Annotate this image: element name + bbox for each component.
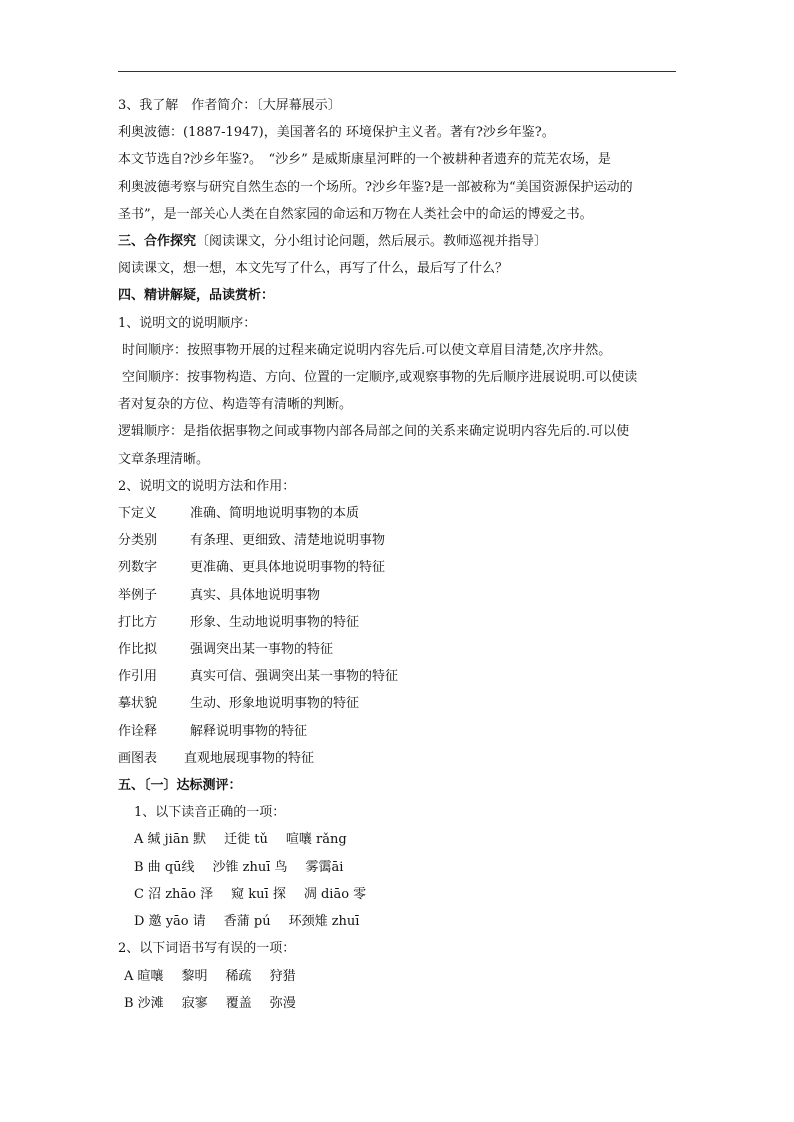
order-title: 1、说明文的说明顺序： bbox=[118, 315, 257, 331]
header-rule bbox=[118, 71, 676, 72]
method-desc: 强调突出某一事物的特征 bbox=[190, 642, 334, 658]
explain-heading: 四、精讲解疑，品读赏析： bbox=[118, 288, 275, 304]
method-desc: 真实、具体地说明事物 bbox=[190, 587, 321, 603]
cooperate-note: 〔阅读课文，分小组讨论问题，然后展示。教师巡视并指导〕 bbox=[196, 234, 548, 250]
q2-option-a bbox=[118, 963, 678, 990]
option-part: 迁徙 tǔ bbox=[224, 832, 268, 848]
option-part: 弥漫 bbox=[269, 995, 296, 1011]
option-part: B 曲 qū线 bbox=[134, 859, 195, 875]
q1-option-a bbox=[118, 826, 678, 853]
option-part: A 缄 jiān 默 bbox=[134, 832, 207, 848]
methods-list bbox=[118, 500, 678, 772]
method-row bbox=[118, 500, 678, 527]
method-term: 作比拟 bbox=[118, 642, 158, 658]
test-heading: 五、〔一〕达标测评： bbox=[118, 778, 242, 794]
option-part: 雾霭āi bbox=[305, 859, 344, 875]
method-row bbox=[118, 636, 678, 663]
methods-title: 2、说明文的说明方法和作用： bbox=[118, 478, 296, 494]
method-desc: 解释说明事物的特征 bbox=[190, 723, 308, 739]
option-part: 黎明 bbox=[181, 968, 208, 984]
option-part: D 邀 yāo 请 bbox=[134, 914, 206, 930]
method-term: 摹状貌 bbox=[118, 696, 158, 712]
method-row bbox=[118, 663, 678, 690]
question-2: 2、以下词语书写有误的一项： bbox=[118, 941, 296, 957]
method-desc: 有条理、更细致、清楚地说明事物 bbox=[190, 533, 386, 549]
option-part: 凋 diāo 零 bbox=[303, 886, 367, 902]
question-1: 1、以下读音正确的一项： bbox=[134, 805, 286, 821]
method-desc: 真实可信、强调突出某一事物的特征 bbox=[190, 669, 399, 685]
option-part: C 沼 zhāo 泽 bbox=[134, 886, 214, 902]
source-line-2: 利奥波德考察与研究自然生态的一个场所。?沙乡年鉴?是一部被称为“美国资源保护运动的 bbox=[118, 179, 633, 195]
logic-order-line-2: 文章条理清晰。 bbox=[118, 451, 210, 467]
method-term: 画图表 bbox=[118, 750, 158, 766]
option-part: 稀疏 bbox=[225, 968, 252, 984]
method-desc: 形象、生动地说明事物的特征 bbox=[190, 614, 360, 630]
method-term: 列数字 bbox=[118, 560, 158, 576]
method-desc: 直观地展现事物的特征 bbox=[184, 750, 315, 766]
option-part: A 暄嚷 bbox=[124, 968, 164, 984]
option-part: B 沙滩 bbox=[124, 995, 164, 1011]
option-part: 狩猎 bbox=[269, 968, 296, 984]
cooperate-section bbox=[118, 228, 678, 255]
method-row bbox=[118, 690, 678, 717]
method-row bbox=[118, 554, 678, 581]
method-row bbox=[118, 527, 678, 554]
method-row bbox=[118, 718, 678, 745]
document-body bbox=[118, 92, 678, 1017]
method-term: 作引用 bbox=[118, 669, 158, 685]
option-part: 覆盖 bbox=[225, 995, 252, 1011]
method-term: 分类别 bbox=[118, 533, 158, 549]
option-part: 香蒲 pú bbox=[223, 914, 271, 930]
cooperate-question: 阅读课文，想一想，本文先写了什么，再写了什么，最后写了什么？ bbox=[118, 261, 509, 277]
q1-option-c bbox=[118, 881, 678, 908]
option-part: 喧嚷 rǎng bbox=[285, 832, 347, 848]
method-desc: 生动、形象地说明事物的特征 bbox=[190, 696, 360, 712]
method-row bbox=[118, 609, 678, 636]
cooperate-heading: 三、合作探究 bbox=[118, 234, 197, 250]
q1-option-b bbox=[118, 854, 678, 881]
method-row bbox=[118, 745, 678, 772]
section-3-title: 3、我了解 作者简介：〔大屏幕展示〕 bbox=[118, 98, 341, 113]
option-part: 寂寥 bbox=[181, 995, 208, 1011]
method-term: 下定义 bbox=[118, 506, 158, 522]
method-desc: 更准确、更具体地说明事物的特征 bbox=[190, 560, 386, 576]
method-term: 打比方 bbox=[118, 614, 158, 630]
method-row bbox=[118, 582, 678, 609]
q2-option-b bbox=[118, 990, 678, 1017]
logic-order-line-1: 逻辑顺序：是指依据事物之间或事物内部各局部之间的关系来确定说明内容先后的.可以使 bbox=[118, 424, 630, 440]
author-intro: 利奥波德：(1887-1947)，美国著名的 环境保护主义者。著有?沙乡年鉴?。 bbox=[118, 125, 555, 141]
source-line-1: 本文节选自?沙乡年鉴?。 “沙乡” 是威斯康星河畔的一个被耕种者遗弃的荒芜农场，是 bbox=[118, 152, 611, 168]
space-order-line-2: 者对复杂的方位、构造等有清晰的判断。 bbox=[118, 397, 353, 413]
space-order-line-1: 空间顺序：按事物构造、方向、位置的一定顺序,或观察事物的先后顺序进展说明.可以使读 bbox=[122, 370, 638, 386]
method-term: 作诠释 bbox=[118, 723, 158, 739]
method-desc: 准确、简明地说明事物的本质 bbox=[190, 506, 360, 522]
option-part: 沙锥 zhuī 鸟 bbox=[212, 859, 288, 875]
q1-option-d bbox=[118, 908, 678, 935]
time-order: 时间顺序：按照事物开展的过程来确定说明内容先后.可以使文章眉目清楚,次序井然。 bbox=[122, 342, 612, 358]
method-term: 举例子 bbox=[118, 587, 158, 603]
option-part: 窥 kuī 探 bbox=[231, 886, 286, 902]
source-line-3: 圣书”，是一部关心人类在自然家园的命运和万物在人类社会中的命运的博爱之书。 bbox=[118, 206, 593, 222]
option-part: 环颈雉 zhuī bbox=[288, 914, 360, 930]
